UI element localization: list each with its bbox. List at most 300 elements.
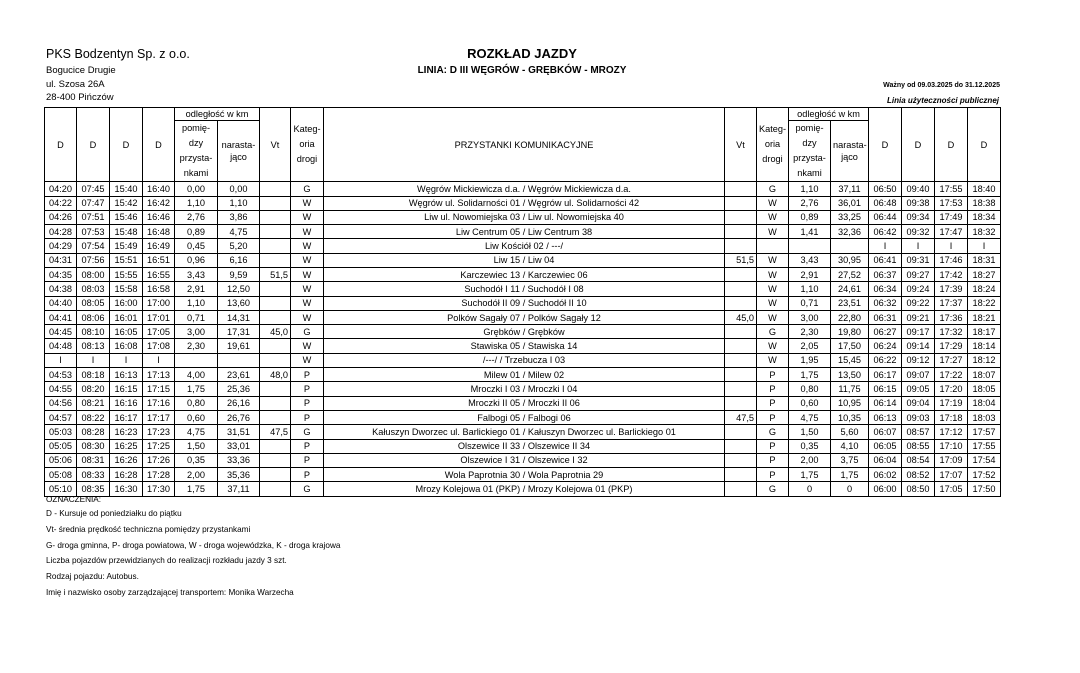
distance-cumulative: 33,01 (218, 439, 260, 453)
stop-name: Kałuszyn Dworzec ul. Barlickiego 01 / Kałuszyn Dworzec ul. Barlickiego 01 (324, 425, 725, 439)
departure-time: 08:57 (902, 425, 935, 439)
vt-value (725, 225, 757, 239)
departure-time: 17:29 (935, 339, 968, 353)
departure-time: 06:00 (869, 482, 902, 496)
stop-name: Olszewice II 33 / Olszewice II 34 (324, 439, 725, 453)
distance-cumulative: 19,80 (831, 325, 869, 339)
distance-cumulative: 23,61 (218, 368, 260, 382)
departure-time: 17:26 (143, 453, 175, 467)
departure-time: 09:22 (902, 296, 935, 310)
vt-value (260, 296, 291, 310)
distance-between: 2,00 (789, 453, 831, 467)
company-address-line: 28-400 Pińczów (46, 92, 114, 103)
distance-cumulative (831, 239, 869, 253)
departure-time: 16:51 (143, 253, 175, 267)
departure-time: 16:58 (143, 282, 175, 296)
departure-time: 17:01 (143, 310, 175, 324)
road-category: P (757, 439, 789, 453)
vt-value (725, 482, 757, 496)
category-header: Kateg- oria drogi (291, 108, 324, 182)
departure-time: 17:18 (935, 410, 968, 424)
road-category: W (757, 353, 789, 367)
legend-item: Liczba pojazdów przewidzianych do realizacji rozkładu jazdy 3 szt. (46, 556, 287, 566)
road-category: G (757, 325, 789, 339)
stop-name: Wola Paprotnia 30 / Wola Paprotnia 29 (324, 468, 725, 482)
road-category: W (757, 310, 789, 324)
distance-cumulative: 32,36 (831, 225, 869, 239)
departure-time: 16:42 (143, 196, 175, 210)
road-category: P (757, 382, 789, 396)
departure-time: 08:52 (902, 468, 935, 482)
departure-time: 06:42 (869, 225, 902, 239)
category-header: Kateg- oria drogi (757, 108, 789, 182)
distance-between: 0,89 (175, 225, 218, 239)
road-category: W (291, 210, 324, 224)
distance-between: 1,50 (175, 439, 218, 453)
departure-time: 16:26 (110, 453, 143, 467)
stop-name: Węgrów ul. Solidarności 01 / Węgrów ul. Solidarności 42 (324, 196, 725, 210)
distance-cumulative: 26,76 (218, 410, 260, 424)
distance-cumulative: 4,75 (218, 225, 260, 239)
vt-value: 47,5 (725, 410, 757, 424)
departure-time: 09:07 (902, 368, 935, 382)
departure-time: 09:34 (902, 210, 935, 224)
departure-time: 17:39 (935, 282, 968, 296)
road-category: W (757, 267, 789, 281)
distance-group-header: odległość w km (175, 108, 260, 121)
departure-time: 16:05 (110, 325, 143, 339)
departure-time: I (968, 239, 1001, 253)
stop-name: Falbogi 05 / Falbogi 06 (324, 410, 725, 424)
road-category: W (757, 339, 789, 353)
departure-time: 04:55 (45, 382, 77, 396)
distance-between: 0,96 (175, 253, 218, 267)
departure-time: 06:22 (869, 353, 902, 367)
vt-header: Vt (725, 108, 757, 182)
departure-time: 07:51 (77, 210, 110, 224)
table-row (45, 267, 1001, 281)
road-category: G (291, 325, 324, 339)
departure-time: 16:55 (143, 267, 175, 281)
departure-time: 17:57 (968, 425, 1001, 439)
road-category: P (291, 468, 324, 482)
vt-value (725, 239, 757, 253)
distance-cumulative: 10,35 (831, 410, 869, 424)
departure-time: 08:03 (77, 282, 110, 296)
distance-between: 4,00 (175, 368, 218, 382)
distance-between: 0,00 (175, 182, 218, 196)
departure-time: 17:12 (935, 425, 968, 439)
stop-name: Liw ul. Nowomiejska 03 / Liw ul. Nowomiejska 40 (324, 210, 725, 224)
stop-name: Węgrów Mickiewicza d.a. / Węgrów Mickiewicza d.a. (324, 182, 725, 196)
distance-cumulative: 5,60 (831, 425, 869, 439)
vt-value (725, 439, 757, 453)
departure-time: 16:46 (143, 210, 175, 224)
vt-value (260, 453, 291, 467)
departure-time: 05:08 (45, 468, 77, 482)
departure-time: 04:40 (45, 296, 77, 310)
departure-time: 08:22 (77, 410, 110, 424)
vt-value (725, 196, 757, 210)
day-col-header: D (935, 108, 968, 182)
distance-between: 1,95 (789, 353, 831, 367)
departure-time: 17:42 (935, 267, 968, 281)
departure-time: 08:28 (77, 425, 110, 439)
distance-between (789, 239, 831, 253)
departure-time: 09:24 (902, 282, 935, 296)
departure-time: 17:17 (143, 410, 175, 424)
distance-cumulative: 17,31 (218, 325, 260, 339)
distance-between: 1,10 (789, 282, 831, 296)
departure-time: 08:06 (77, 310, 110, 324)
distance-cumulative: 26,16 (218, 396, 260, 410)
departure-time: 17:46 (935, 253, 968, 267)
vt-value (260, 353, 291, 367)
table-row (45, 468, 1001, 482)
departure-time: 05:03 (45, 425, 77, 439)
distance-between: 2,00 (175, 468, 218, 482)
departure-time: 04:53 (45, 368, 77, 382)
departure-time: 16:00 (110, 296, 143, 310)
vt-value (260, 225, 291, 239)
road-category: W (291, 267, 324, 281)
departure-time: 06:50 (869, 182, 902, 196)
departure-time: I (143, 353, 175, 367)
departure-time: 04:29 (45, 239, 77, 253)
departure-time: 05:10 (45, 482, 77, 496)
departure-time: 06:24 (869, 339, 902, 353)
road-category: W (291, 310, 324, 324)
departure-time: 04:41 (45, 310, 77, 324)
page-title: ROZKŁAD JAZDY (467, 46, 577, 61)
distance-between: 0,80 (789, 382, 831, 396)
departure-time: 17:05 (143, 325, 175, 339)
departure-time: 18:03 (968, 410, 1001, 424)
departure-time: I (45, 353, 77, 367)
departure-time: 17:30 (143, 482, 175, 496)
vt-value (725, 210, 757, 224)
departure-time: 07:45 (77, 182, 110, 196)
legend-item: D - Kursuje od poniedziałku do piątku (46, 509, 182, 518)
departure-time: 08:05 (77, 296, 110, 310)
departure-time: 04:56 (45, 396, 77, 410)
company-address-line: Bogucice Drugie (46, 65, 116, 76)
vt-value (260, 210, 291, 224)
table-row (45, 353, 1001, 367)
distance-cumulative: 1,10 (218, 196, 260, 210)
distance-cumulative: 4,10 (831, 439, 869, 453)
vt-value (725, 368, 757, 382)
departure-time: 08:55 (902, 439, 935, 453)
departure-time: 18:22 (968, 296, 1001, 310)
vt-value (725, 267, 757, 281)
departure-time: 06:41 (869, 253, 902, 267)
distance-cumulative: 22,80 (831, 310, 869, 324)
departure-time: 08:50 (902, 482, 935, 496)
stop-name: Liw Kościół 02 / ---/ (324, 239, 725, 253)
departure-time: 09:04 (902, 396, 935, 410)
distance-between: 1,75 (175, 382, 218, 396)
departure-time: 05:06 (45, 453, 77, 467)
departure-time: 06:07 (869, 425, 902, 439)
road-category: W (757, 282, 789, 296)
vt-header: Vt (260, 108, 291, 182)
departure-time: 06:15 (869, 382, 902, 396)
departure-time: 08:21 (77, 396, 110, 410)
road-category: G (291, 182, 324, 196)
road-category: P (757, 410, 789, 424)
stop-name: Liw Centrum 05 / Liw Centrum 38 (324, 225, 725, 239)
departure-time: 17:53 (935, 196, 968, 210)
departure-time: 17:10 (935, 439, 968, 453)
departure-time: 16:40 (143, 182, 175, 196)
distance-cumulative: 13,50 (831, 368, 869, 382)
departure-time: 17:47 (935, 225, 968, 239)
departure-time: 16:48 (143, 225, 175, 239)
vt-value (260, 410, 291, 424)
stop-name: Stawiska 05 / Stawiska 14 (324, 339, 725, 353)
departure-time: 09:31 (902, 253, 935, 267)
departure-time: 06:31 (869, 310, 902, 324)
road-category: W (291, 339, 324, 353)
distance-cumulative: 24,61 (831, 282, 869, 296)
distance-between: 4,75 (175, 425, 218, 439)
departure-time: 09:17 (902, 325, 935, 339)
vt-value (260, 253, 291, 267)
departure-time: 15:55 (110, 267, 143, 281)
departure-time: I (935, 239, 968, 253)
distance-between: 3,00 (789, 310, 831, 324)
departure-time: 17:27 (935, 353, 968, 367)
table-row (45, 282, 1001, 296)
distance-cumulative: 37,11 (831, 182, 869, 196)
road-category: P (757, 396, 789, 410)
table-row (45, 439, 1001, 453)
distance-cumulative: 35,36 (218, 468, 260, 482)
departure-time: 15:48 (110, 225, 143, 239)
departure-time: 08:18 (77, 368, 110, 382)
distance-between: 3,00 (175, 325, 218, 339)
stop-name: /---/ / Trzebucza I 03 (324, 353, 725, 367)
distance-group-header: odległość w km (789, 108, 869, 121)
company-address-line: ul. Szosa 26A (46, 78, 105, 90)
distance-between: 2,91 (789, 267, 831, 281)
departure-time: 05:05 (45, 439, 77, 453)
departure-time: 16:30 (110, 482, 143, 496)
table-row (45, 225, 1001, 239)
departure-time: 18:38 (968, 196, 1001, 210)
departure-time: 04:26 (45, 210, 77, 224)
departure-time: 16:16 (110, 396, 143, 410)
legend (46, 494, 340, 601)
vt-value (725, 353, 757, 367)
day-col-header: D (45, 108, 77, 182)
distance-between: 0,45 (175, 239, 218, 253)
departure-time: 09:03 (902, 410, 935, 424)
road-category: P (757, 468, 789, 482)
road-category: P (291, 368, 324, 382)
table-row (45, 453, 1001, 467)
departure-time: 08:30 (77, 439, 110, 453)
departure-time: 18:17 (968, 325, 1001, 339)
departure-time: 16:15 (110, 382, 143, 396)
departure-time: 17:55 (968, 439, 1001, 453)
stop-name: Liw 15 / Liw 04 (324, 253, 725, 267)
departure-time: 18:12 (968, 353, 1001, 367)
road-category: P (291, 453, 324, 467)
road-category: P (757, 453, 789, 467)
distance-between: 1,75 (789, 468, 831, 482)
road-category: P (291, 382, 324, 396)
cumulative-header: narasta-jąco (831, 121, 869, 182)
day-col-header: D (869, 108, 902, 182)
road-category: P (291, 439, 324, 453)
departure-time: 06:48 (869, 196, 902, 210)
departure-time: 08:10 (77, 325, 110, 339)
vt-value: 51,5 (725, 253, 757, 267)
distance-between: 3,43 (175, 267, 218, 281)
departure-time: 04:57 (45, 410, 77, 424)
stop-name: Grębków / Grębków (324, 325, 725, 339)
departure-time: 17:05 (935, 482, 968, 496)
distance-between: 1,50 (789, 425, 831, 439)
distance-cumulative: 19,61 (218, 339, 260, 353)
validity-note: Ważny od 09.03.2025 do 31.12.2025 (883, 82, 1000, 89)
departure-time: 09:32 (902, 225, 935, 239)
stop-name: Karczewiec 13 / Karczewiec 06 (324, 267, 725, 281)
departure-time: 07:56 (77, 253, 110, 267)
distance-cumulative: 9,59 (218, 267, 260, 281)
departure-time: 18:24 (968, 282, 1001, 296)
road-category: G (291, 482, 324, 496)
distance-between: 0,89 (789, 210, 831, 224)
vt-value (260, 396, 291, 410)
distance-cumulative: 14,31 (218, 310, 260, 324)
vt-value (725, 339, 757, 353)
departure-time: 06:34 (869, 282, 902, 296)
distance-between: 2,30 (789, 325, 831, 339)
road-category: P (291, 410, 324, 424)
distance-between: 0,80 (175, 396, 218, 410)
distance-between: 1,41 (789, 225, 831, 239)
distance-cumulative (218, 353, 260, 367)
stop-name: Olszewice I 31 / Olszewice I 32 (324, 453, 725, 467)
road-category: W (291, 239, 324, 253)
distance-cumulative: 0,00 (218, 182, 260, 196)
vt-value: 45,0 (725, 310, 757, 324)
departure-time: 16:28 (110, 468, 143, 482)
departure-time: 17:25 (143, 439, 175, 453)
road-category: G (291, 425, 324, 439)
departure-time: 09:14 (902, 339, 935, 353)
legend-title: OZNACZENIA: (46, 495, 102, 504)
departure-time: 08:20 (77, 382, 110, 396)
departure-time: 17:36 (935, 310, 968, 324)
departure-time: 06:44 (869, 210, 902, 224)
departure-time: 04:28 (45, 225, 77, 239)
road-category: W (291, 253, 324, 267)
departure-time: 06:27 (869, 325, 902, 339)
distance-between: 2,30 (175, 339, 218, 353)
road-category: P (291, 396, 324, 410)
departure-time: 18:21 (968, 310, 1001, 324)
departure-time: 16:23 (110, 425, 143, 439)
departure-time: 18:40 (968, 182, 1001, 196)
stop-name: Mroczki I 03 / Mroczki I 04 (324, 382, 725, 396)
legend-item: G- droga gminna, P- droga powiatowa, W - droga wojewódzka, K - droga krajowa (46, 540, 341, 550)
departure-time: 15:42 (110, 196, 143, 210)
departure-time: 18:04 (968, 396, 1001, 410)
departure-time: 08:33 (77, 468, 110, 482)
vt-value (725, 396, 757, 410)
stop-name: Suchodół II 09 / Suchodół II 10 (324, 296, 725, 310)
road-category: W (757, 296, 789, 310)
distance-between: 0,71 (175, 310, 218, 324)
departure-time: 17:23 (143, 425, 175, 439)
road-category: W (291, 353, 324, 367)
departure-time: 09:38 (902, 196, 935, 210)
vt-value (725, 453, 757, 467)
departure-time: 09:12 (902, 353, 935, 367)
road-category: W (291, 225, 324, 239)
departure-time: 06:32 (869, 296, 902, 310)
stop-name: Suchodół I 11 / Suchodół I 08 (324, 282, 725, 296)
departure-time: 15:49 (110, 239, 143, 253)
departure-time: 16:49 (143, 239, 175, 253)
table-row (45, 239, 1001, 253)
departure-time: 17:07 (935, 468, 968, 482)
distance-cumulative: 6,16 (218, 253, 260, 267)
departure-time: I (902, 239, 935, 253)
distance-cumulative: 33,25 (831, 210, 869, 224)
departure-time: 04:45 (45, 325, 77, 339)
distance-between: 1,10 (175, 296, 218, 310)
distance-cumulative: 33,36 (218, 453, 260, 467)
vt-value (260, 310, 291, 324)
departure-time: 18:14 (968, 339, 1001, 353)
departure-time: 17:09 (935, 453, 968, 467)
vt-value: 51,5 (260, 267, 291, 281)
distance-cumulative: 31,51 (218, 425, 260, 439)
table-row (45, 368, 1001, 382)
departure-time: 06:04 (869, 453, 902, 467)
title-block (300, 46, 744, 78)
departure-time: 04:48 (45, 339, 77, 353)
departure-time: I (869, 239, 902, 253)
vt-value (260, 439, 291, 453)
road-category: G (757, 182, 789, 196)
distance-cumulative: 37,11 (218, 482, 260, 496)
departure-time: 06:17 (869, 368, 902, 382)
stop-name: Milew 01 / Milew 02 (324, 368, 725, 382)
departure-time: 09:05 (902, 382, 935, 396)
distance-cumulative: 30,95 (831, 253, 869, 267)
departure-time: 04:35 (45, 267, 77, 281)
table-row (45, 310, 1001, 324)
vt-value: 45,0 (260, 325, 291, 339)
vt-value (725, 296, 757, 310)
line-name: LINIA: D III WĘGRÓW - GRĘBKÓW - MROZY (417, 65, 627, 76)
table-row (45, 425, 1001, 439)
departure-time: 18:31 (968, 253, 1001, 267)
distance-between: 0,35 (789, 439, 831, 453)
day-col-header: D (902, 108, 935, 182)
distance-between: 2,91 (175, 282, 218, 296)
day-col-header: D (77, 108, 110, 182)
departure-time: I (77, 353, 110, 367)
departure-time: 07:53 (77, 225, 110, 239)
distance-cumulative: 27,52 (831, 267, 869, 281)
